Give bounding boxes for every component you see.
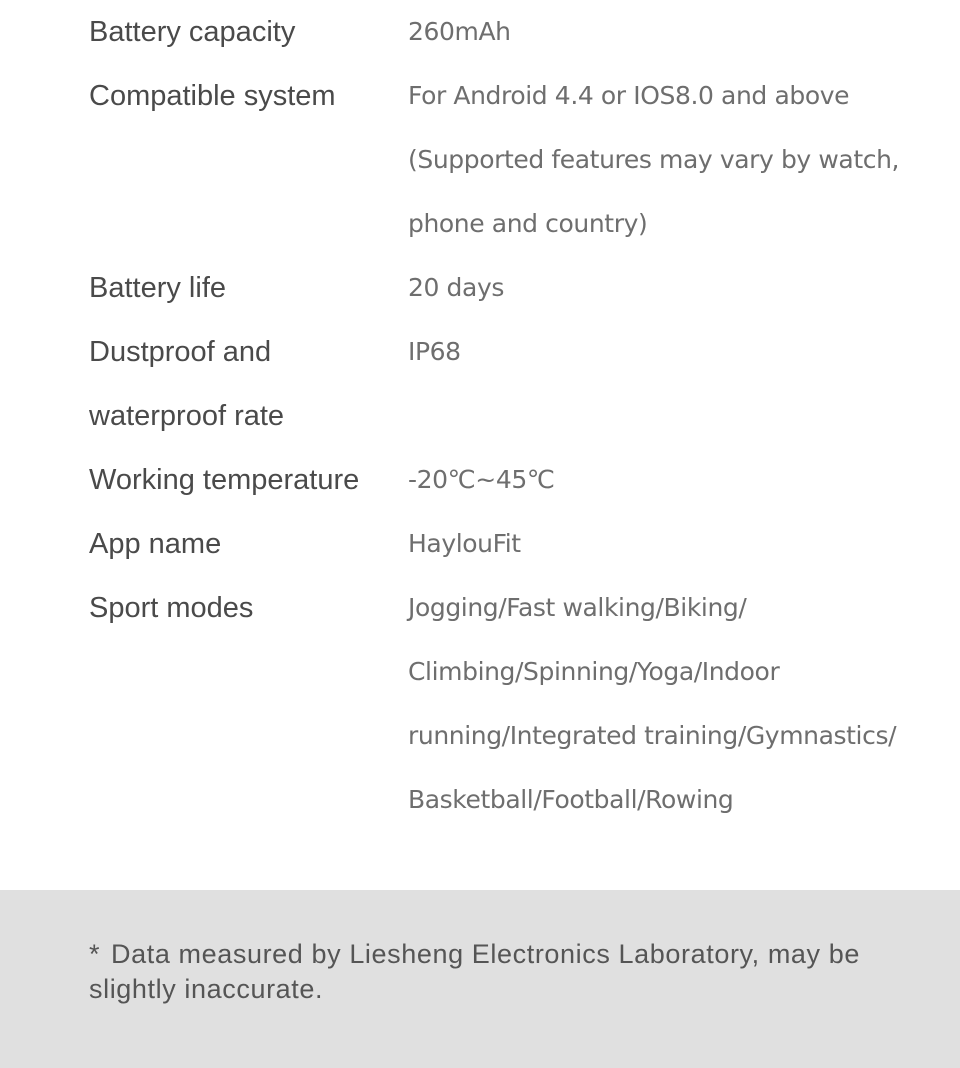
spec-value: -20℃~45℃	[408, 465, 555, 494]
spec-label: Dustproof and waterproof rate	[89, 336, 285, 432]
spec-label: Battery capacity	[89, 16, 296, 48]
spec-label: Compatible system	[89, 80, 336, 112]
spec-label: Sport modes	[89, 592, 254, 624]
spec-row-battery-capacity	[0, 0, 960, 64]
footnote	[89, 937, 889, 1007]
spec-value: Jogging/Fast walking/Biking/ Climbing/Spinning/Yoga/Indoor running/Integrated training/Gymnastics/ Basketball/Football/Rowing	[408, 593, 897, 814]
spec-row-app-name	[0, 512, 960, 576]
spec-label: App name	[89, 528, 222, 560]
spec-value: 260mAh	[408, 17, 511, 46]
spec-row-waterproof-rate	[0, 320, 960, 448]
spec-value: HaylouFit	[408, 529, 521, 558]
spec-label: Working temperature	[89, 464, 360, 496]
spec-label: Battery life	[89, 272, 226, 304]
spec-row-battery-life	[0, 256, 960, 320]
footnote-asterisk: *	[89, 939, 101, 969]
spec-value: 20 days	[408, 273, 504, 302]
spec-value: IP68	[408, 337, 461, 366]
spec-row-sport-modes	[0, 576, 960, 832]
spec-row-compatible-system	[0, 64, 960, 256]
footnote-text: Data measured by Liesheng Electronics Laboratory, may be slightly inaccurate.	[89, 939, 860, 1004]
spec-value: For Android 4.4 or IOS8.0 and above (Supported features may vary by watch, phone and country)	[408, 81, 900, 238]
spec-row-working-temperature	[0, 448, 960, 512]
